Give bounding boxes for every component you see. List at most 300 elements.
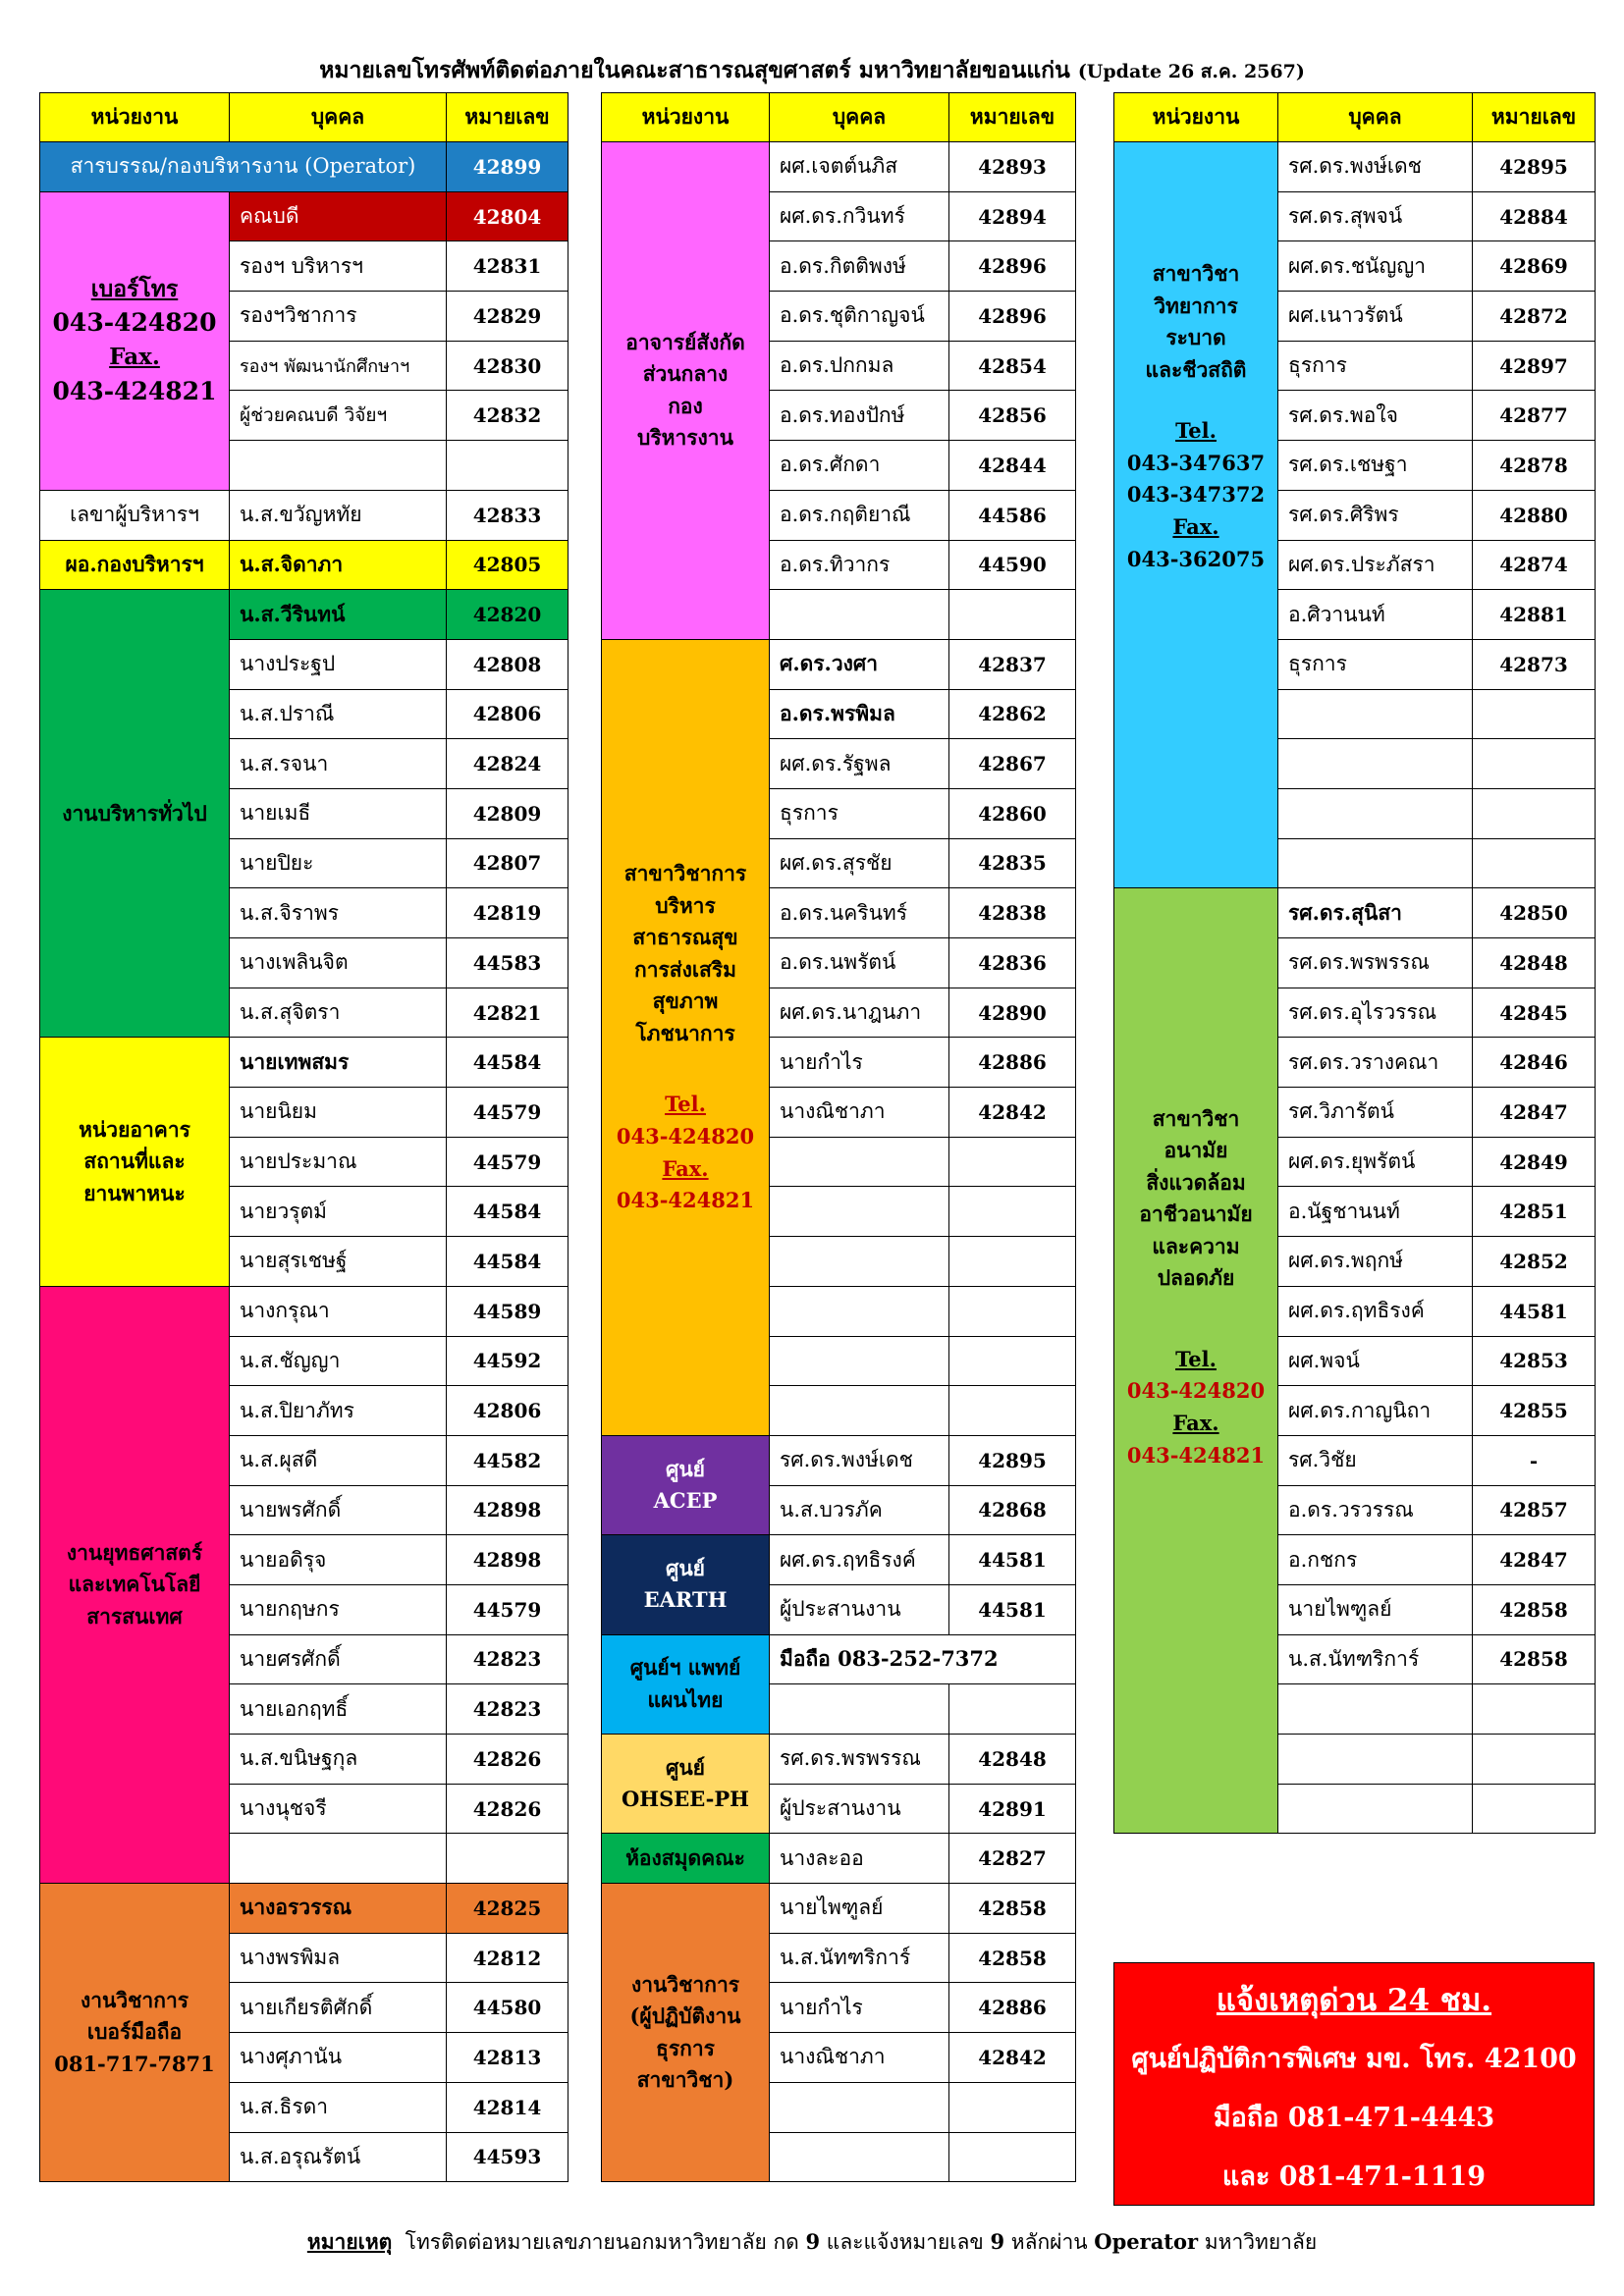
acad-staff-unit: งานวิชาการ (ผู้ปฏิบัติงาน ธุรการ สาขาวิชา)	[602, 1884, 770, 2182]
number-cell: 42823	[447, 1634, 568, 1684]
number-cell: 42842	[949, 1088, 1076, 1138]
note-text-d: มหาวิทยาลัย	[1198, 2230, 1318, 2254]
earth-unit: ศูนย์ EARTH	[602, 1535, 770, 1634]
number-cell: 42845	[1473, 988, 1596, 1038]
header-unit: หน่วยงาน	[1114, 93, 1278, 142]
number-cell: 42862	[949, 689, 1076, 739]
person-cell	[770, 2082, 949, 2132]
person-cell: ผศ.ดร.ชนัญญา	[1278, 241, 1473, 292]
person-cell: นายไพฑูลย์	[770, 1884, 949, 1934]
number-cell: 42852	[1473, 1237, 1596, 1287]
person-cell: อ.ดร.นพรัตน์	[770, 938, 949, 988]
number-cell: 42869	[1473, 241, 1596, 292]
fax-label: Fax.	[109, 344, 160, 371]
number-cell: 44586	[949, 490, 1076, 540]
number-cell: 44593	[447, 2132, 568, 2182]
person-cell: ผศ.ดร.ฤทธิรงค์	[1278, 1286, 1473, 1336]
table-row	[40, 590, 568, 640]
person-cell: อ.ดร.กิตติพงษ์	[770, 241, 949, 292]
person-cell: รศ.ดร.ศิริพร	[1278, 490, 1473, 540]
person-cell: ศ.ดร.วงศา	[770, 639, 949, 689]
number-cell	[949, 1187, 1076, 1237]
person-cell: รศ.ดร.เชษฐา	[1278, 441, 1473, 491]
note-b1: 9	[805, 2229, 821, 2254]
number-cell: 42813	[447, 2033, 568, 2083]
number-cell: 44581	[949, 1584, 1076, 1634]
number-cell: 42830	[447, 341, 568, 391]
number-cell	[1473, 1684, 1596, 1735]
person-cell: ผศ.ดร.รัฐพล	[770, 739, 949, 789]
person-cell: นางเพลินจิต	[230, 938, 447, 988]
number-cell: 42886	[949, 1038, 1076, 1088]
person-cell: ผศ.พจน์	[1278, 1336, 1473, 1386]
number-cell: 44589	[447, 1286, 568, 1336]
person-cell: ธุรการ	[1278, 341, 1473, 391]
number-cell: 42854	[949, 341, 1076, 391]
person-cell	[1278, 1684, 1473, 1735]
number-cell: 42827	[949, 1834, 1076, 1884]
header-person: บุคคล	[230, 93, 447, 142]
person-cell: น.ส.ผุสดี	[230, 1435, 447, 1485]
number-cell: 42831	[447, 241, 568, 292]
person-cell	[770, 1386, 949, 1436]
number-cell: 42820	[447, 590, 568, 640]
number-cell: 42823	[447, 1684, 568, 1735]
number-cell	[447, 1834, 568, 1884]
number-cell	[1473, 788, 1596, 838]
person-cell: นางอรวรรณ	[230, 1884, 447, 1934]
person-cell: ธุรการ	[1278, 639, 1473, 689]
table-row	[1114, 888, 1596, 938]
note-text-a: โทรติดต่อหมายเลขภายนอกมหาวิทยาลัย กด	[405, 2230, 806, 2254]
person-cell: น.ส.ปิยาภัทร	[230, 1386, 447, 1436]
person-cell: รศ.ดร.อุไรวรรณ	[1278, 988, 1473, 1038]
number-cell	[1473, 689, 1596, 739]
table-row	[40, 1038, 568, 1088]
number-cell: 42884	[1473, 191, 1596, 241]
number-cell: 44590	[949, 540, 1076, 590]
person-cell: น.ส.นัทฑริการ์	[1278, 1634, 1473, 1684]
header-number: หมายเลข	[949, 93, 1076, 142]
number-cell: 42898	[447, 1485, 568, 1535]
number-cell: 42821	[447, 988, 568, 1038]
person-cell: ผศ.ดร.ยุพรัตน์	[1278, 1137, 1473, 1187]
number-cell: 42872	[1473, 292, 1596, 342]
number-cell: 42825	[447, 1884, 568, 1934]
person-cell	[770, 2132, 949, 2182]
person-cell	[230, 441, 447, 491]
table-row	[40, 142, 568, 192]
academic-unit: งานวิชาการ เบอร์มือถือ 081-717-7871	[40, 1884, 230, 2182]
number-cell: 44581	[949, 1535, 1076, 1585]
person-cell: นายปิยะ	[230, 838, 447, 888]
person-cell: รศ.ดร.พงษ์เดช	[1278, 142, 1473, 192]
person-cell: ผศ.ดร.พฤกษ์	[1278, 1237, 1473, 1287]
number-cell	[949, 590, 1076, 640]
person-cell: ผศ.ดร.ประภัสรา	[1278, 540, 1473, 590]
number-cell	[949, 1684, 1076, 1735]
number-cell: -	[1473, 1435, 1596, 1485]
person-cell: ผศ.เจตต์นภิส	[770, 142, 949, 192]
secretary-unit: เลขาผู้บริหารฯ	[40, 490, 230, 540]
table-row	[40, 191, 568, 241]
person-cell: อ.ดร.ศักดา	[770, 441, 949, 491]
person-cell: อ.กชกร	[1278, 1535, 1473, 1585]
person-cell: อ.ดร.ชุติกาญจน์	[770, 292, 949, 342]
admin-dept-unit: สาขาวิชาการ บริหาร สาธารณสุข การส่งเสริม สุขภาพ โภชนาการ Tel. 043-424820 Fax. 043-424821	[602, 639, 770, 1435]
number-cell: 42853	[1473, 1336, 1596, 1386]
central-unit: อาจารย์สังกัด ส่วนกลาง กอง บริหารงาน	[602, 142, 770, 640]
env-unit: สาขาวิชา อนามัย สิ่งแวดล้อม อาชีวอนามัย และความ ปลอดภัย Tel. 043-424820 Fax. 043-424821	[1114, 888, 1278, 1834]
person-cell: ผศ.ดร.นาฎนภา	[770, 988, 949, 1038]
person-cell	[230, 1834, 447, 1884]
note-label: หมายเหตุ	[306, 2229, 393, 2254]
table-row	[602, 1535, 1076, 1585]
number-cell: 42808	[447, 639, 568, 689]
emergency-box	[1113, 1962, 1595, 2206]
person-cell	[770, 1684, 949, 1735]
number-cell: 42850	[1473, 888, 1596, 938]
number-cell: 42858	[949, 1884, 1076, 1934]
operator-number: 42899	[447, 142, 568, 192]
person-cell	[770, 1237, 949, 1287]
person-cell: อ.ดร.นครินทร์	[770, 888, 949, 938]
number-cell: 42804	[447, 191, 568, 241]
person-cell: นางณิชาภา	[770, 2033, 949, 2083]
person-cell: น.ส.ธิรดา	[230, 2082, 447, 2132]
number-cell: 42851	[1473, 1187, 1596, 1237]
person-cell: นายสุรเชษฐ์	[230, 1237, 447, 1287]
number-cell: 42805	[447, 540, 568, 590]
table-row	[602, 639, 1076, 689]
person-cell	[770, 590, 949, 640]
person-cell: ผู้ประสานงาน	[770, 1784, 949, 1834]
header-row	[1114, 93, 1596, 142]
number-cell: 42824	[447, 739, 568, 789]
person-cell: นายกฤษกร	[230, 1584, 447, 1634]
table-row	[602, 1834, 1076, 1884]
number-cell: 42895	[1473, 142, 1596, 192]
note-b2: 9	[990, 2229, 1005, 2254]
number-cell: 42838	[949, 888, 1076, 938]
person-cell: ผู้ประสานงาน	[770, 1584, 949, 1634]
number-cell: 42873	[1473, 639, 1596, 689]
number-cell: 42880	[1473, 490, 1596, 540]
main-phone: 043-424820	[52, 308, 217, 337]
director-unit: ผอ.กองบริหารฯ	[40, 540, 230, 590]
number-cell: 42849	[1473, 1137, 1596, 1187]
person-cell: รศ.ดร.พงษ์เดช	[770, 1435, 949, 1485]
table-row	[40, 1884, 568, 1934]
number-cell: 42890	[949, 988, 1076, 1038]
person-cell: อ.ดร.ทิวากร	[770, 540, 949, 590]
header-number: หมายเลข	[447, 93, 568, 142]
person-cell: นายกำไร	[770, 1038, 949, 1088]
person-cell: ผศ.ดร.กาญนิถา	[1278, 1386, 1473, 1436]
number-cell: 42826	[447, 1735, 568, 1785]
number-cell: 42807	[447, 838, 568, 888]
footer-note	[0, 2226, 1624, 2259]
number-cell: 42856	[949, 391, 1076, 441]
number-cell	[949, 1386, 1076, 1436]
person-cell: รองฯ บริหารฯ	[230, 241, 447, 292]
number-cell	[949, 1237, 1076, 1287]
epi-unit: สาขาวิชา วิทยาการ ระบาด และชีวสถิติ Tel. 043-347637 043-347372 Fax. 043-362075	[1114, 142, 1278, 888]
person-cell: น.ส.นัทฑริการ์	[770, 1933, 949, 1983]
number-cell: 42847	[1473, 1535, 1596, 1585]
number-cell: 42898	[447, 1535, 568, 1585]
table-col2	[601, 92, 1076, 2182]
number-cell: 42896	[949, 292, 1076, 342]
operator-label: สารบรรณ/กองบริหารงาน (Operator)	[40, 142, 447, 192]
note-text-b: และแจ้งหมายเลข	[820, 2230, 991, 2254]
number-cell	[447, 441, 568, 491]
person-cell: อ.นัฐชานนท์	[1278, 1187, 1473, 1237]
person-cell	[1278, 689, 1473, 739]
number-cell: 42858	[1473, 1634, 1596, 1684]
table-row	[602, 142, 1076, 192]
person-cell: นางละออ	[770, 1834, 949, 1884]
number-cell: 42819	[447, 888, 568, 938]
main-fax: 043-424821	[52, 376, 217, 405]
number-cell: 42894	[949, 191, 1076, 241]
number-cell: 42891	[949, 1784, 1076, 1834]
person-cell: รองฯ พัฒนานักศึกษาฯ	[230, 341, 447, 391]
number-cell	[1473, 838, 1596, 888]
person-cell	[770, 1187, 949, 1237]
table-row	[602, 1634, 1076, 1684]
person-cell	[1278, 838, 1473, 888]
person-cell: นายอดิรุจ	[230, 1535, 447, 1585]
person-cell: คณบดี	[230, 191, 447, 241]
number-cell: 44584	[447, 1237, 568, 1287]
number-cell	[949, 1137, 1076, 1187]
person-cell: รองฯวิชาการ	[230, 292, 447, 342]
number-cell: 42878	[1473, 441, 1596, 491]
page-title: หมายเลขโทรศัพท์ติดต่อภายในคณะสาธารณสุขศาสตร์ มหาวิทยาลัยขอนแก่น (Update 26 ส.ค. 2567)	[319, 57, 1305, 83]
emergency-title: แจ้งเหตุด่วน 24 ชม.	[1216, 1983, 1492, 2018]
person-cell: ผศ.ดร.กวินทร์	[770, 191, 949, 241]
number-cell: 42836	[949, 938, 1076, 988]
person-cell: อ.ดร.พรพิมล	[770, 689, 949, 739]
number-cell	[949, 1336, 1076, 1386]
person-cell: รศ.ดร.สุพจน์	[1278, 191, 1473, 241]
person-cell: รศ.ดร.วรางคณา	[1278, 1038, 1473, 1088]
number-cell: 44592	[447, 1336, 568, 1386]
number-cell: 42897	[1473, 341, 1596, 391]
number-cell: 42846	[1473, 1038, 1596, 1088]
number-cell: 42833	[447, 490, 568, 540]
person-cell: อ.ศิวานนท์	[1278, 590, 1473, 640]
person-cell: นายกำไร	[770, 1983, 949, 2033]
number-cell: 42826	[447, 1784, 568, 1834]
person-cell: รศ.วิภารัตน์	[1278, 1088, 1473, 1138]
header-row	[40, 93, 568, 142]
person-cell: นางกรุณา	[230, 1286, 447, 1336]
person-cell: อ.ดร.วรวรรณ	[1278, 1485, 1473, 1535]
table-row	[1114, 142, 1596, 192]
general-unit: งานบริหารทั่วไป	[40, 590, 230, 1038]
person-cell: น.ส.ขวัญหทัย	[230, 490, 447, 540]
acep-unit: ศูนย์ ACEP	[602, 1435, 770, 1534]
person-cell: นายเกียรติศักดิ์	[230, 1983, 447, 2033]
number-cell: 44583	[447, 938, 568, 988]
person-cell: น.ส.อรุณรัตน์	[230, 2132, 447, 2182]
number-cell: 42832	[447, 391, 568, 441]
number-cell: 44581	[1473, 1286, 1596, 1336]
person-cell	[1278, 788, 1473, 838]
number-cell: 42858	[1473, 1584, 1596, 1634]
person-cell: นายศรศักดิ์	[230, 1634, 447, 1684]
update-date: (Update 26 ส.ค. 2567)	[1077, 61, 1305, 82]
person-cell	[1278, 739, 1473, 789]
emergency-line3: และ 081-471-1119	[1221, 2162, 1487, 2192]
header-unit: หน่วยงาน	[40, 93, 230, 142]
person-cell: น.ส.รจนา	[230, 739, 447, 789]
number-cell: 42877	[1473, 391, 1596, 441]
header-person: บุคคล	[770, 93, 949, 142]
number-cell: 42829	[447, 292, 568, 342]
header-person: บุคคล	[1278, 93, 1473, 142]
number-cell	[1473, 1784, 1596, 1834]
number-cell	[1473, 739, 1596, 789]
table-col1	[39, 92, 568, 2182]
number-cell: 42842	[949, 2033, 1076, 2083]
number-cell	[949, 2132, 1076, 2182]
number-cell: 42844	[949, 441, 1076, 491]
person-cell: นายเอกฤทธิ์	[230, 1684, 447, 1735]
person-cell: รศ.วิชัย	[1278, 1435, 1473, 1485]
number-cell: 42835	[949, 838, 1076, 888]
number-cell: 42893	[949, 142, 1076, 192]
phone-block	[40, 191, 230, 490]
thai-med-unit: ศูนย์ฯ แพทย์ แผนไทย	[602, 1634, 770, 1734]
number-cell: 42848	[949, 1735, 1076, 1785]
number-cell: 42837	[949, 639, 1076, 689]
person-cell: น.ส.ขนิษฐกุล	[230, 1735, 447, 1785]
note-b3: Operator	[1094, 2229, 1199, 2254]
person-cell: นางนุชจรี	[230, 1784, 447, 1834]
number-cell: 42812	[447, 1933, 568, 1983]
thai-med-mobile: มือถือ 083-252-7372	[770, 1634, 1076, 1684]
header-number: หมายเลข	[1473, 93, 1596, 142]
person-cell: นางศุภานัน	[230, 2033, 447, 2083]
number-cell: 42881	[1473, 590, 1596, 640]
emergency-line2: มือถือ 081-471-4443	[1213, 2103, 1495, 2133]
person-cell	[770, 1137, 949, 1187]
person-cell	[770, 1286, 949, 1336]
number-cell	[1473, 1735, 1596, 1785]
table-row	[602, 1735, 1076, 1785]
person-cell: อ.ดร.ทองปักษ์	[770, 391, 949, 441]
number-cell: 42806	[447, 689, 568, 739]
person-cell: รศ.ดร.พอใจ	[1278, 391, 1473, 441]
number-cell: 42896	[949, 241, 1076, 292]
person-cell: น.ส.บวรภัค	[770, 1485, 949, 1535]
person-cell: นายไพฑูลย์	[1278, 1584, 1473, 1634]
person-cell: นายนิยม	[230, 1088, 447, 1138]
number-cell	[949, 1286, 1076, 1336]
person-cell: น.ส.ชัญญา	[230, 1336, 447, 1386]
person-cell: ผู้ช่วยคณบดี วิจัยฯ	[230, 391, 447, 441]
note-text-c: หลักผ่าน	[1004, 2230, 1095, 2254]
number-cell: 44579	[447, 1088, 568, 1138]
table-row	[40, 490, 568, 540]
person-cell: น.ส.ปราณี	[230, 689, 447, 739]
ohsee-unit: ศูนย์ OHSEE-PH	[602, 1735, 770, 1834]
person-cell: นายวรุตม์	[230, 1187, 447, 1237]
person-cell: น.ส.สุจิตรา	[230, 988, 447, 1038]
number-cell: 42848	[1473, 938, 1596, 988]
person-cell: นางประฐป	[230, 639, 447, 689]
person-cell: ผศ.ดร.ฤทธิรงค์	[770, 1535, 949, 1585]
person-cell: นายเมธี	[230, 788, 447, 838]
phone-label: เบอร์โทร	[90, 275, 179, 302]
number-cell: 42814	[447, 2082, 568, 2132]
person-cell: รศ.ดร.พรพรรณ	[1278, 938, 1473, 988]
library-unit: ห้องสมุดคณะ	[602, 1834, 770, 1884]
person-cell: นายเทพสมร	[230, 1038, 447, 1088]
person-cell: ผศ.ดร.สุรชัย	[770, 838, 949, 888]
person-cell: น.ส.จิราพร	[230, 888, 447, 938]
person-cell: รศ.ดร.สุนิสา	[1278, 888, 1473, 938]
number-cell: 42867	[949, 739, 1076, 789]
number-cell	[949, 2082, 1076, 2132]
table-row	[602, 1435, 1076, 1485]
person-cell: อ.ดร.กฤติยาณี	[770, 490, 949, 540]
number-cell: 44579	[447, 1584, 568, 1634]
person-cell: อ.ดร.ปกกมล	[770, 341, 949, 391]
header-unit: หน่วยงาน	[602, 93, 770, 142]
person-cell: ธุรการ	[770, 788, 949, 838]
building-unit: หน่วยอาคาร สถานที่และ ยานพาหนะ	[40, 1038, 230, 1286]
number-cell: 42855	[1473, 1386, 1596, 1436]
emergency-line1: ศูนย์ปฏิบัติการพิเศษ มข. โทร. 42100	[1131, 2044, 1577, 2074]
number-cell: 42874	[1473, 540, 1596, 590]
number-cell: 44584	[447, 1038, 568, 1088]
table-row	[602, 1884, 1076, 1934]
table-col3	[1113, 92, 1596, 1834]
table-row	[40, 1286, 568, 1336]
person-cell: นายประมาณ	[230, 1137, 447, 1187]
number-cell: 42868	[949, 1485, 1076, 1535]
number-cell: 44580	[447, 1983, 568, 2033]
person-cell: ผศ.เนาวรัตน์	[1278, 292, 1473, 342]
number-cell: 42858	[949, 1933, 1076, 1983]
header-row	[602, 93, 1076, 142]
number-cell: 44582	[447, 1435, 568, 1485]
person-cell: น.ส.วีรินทน์	[230, 590, 447, 640]
table-row	[40, 540, 568, 590]
person-cell	[1278, 1735, 1473, 1785]
person-cell: นายพรศักดิ์	[230, 1485, 447, 1535]
person-cell	[770, 1336, 949, 1386]
number-cell: 44584	[447, 1187, 568, 1237]
person-cell: นางณิชาภา	[770, 1088, 949, 1138]
number-cell: 42806	[447, 1386, 568, 1436]
number-cell: 42886	[949, 1983, 1076, 2033]
number-cell: 42860	[949, 788, 1076, 838]
person-cell: น.ส.จิดาภา	[230, 540, 447, 590]
person-cell: รศ.ดร.พรพรรณ	[770, 1735, 949, 1785]
person-cell	[1278, 1784, 1473, 1834]
number-cell: 44579	[447, 1137, 568, 1187]
number-cell: 42895	[949, 1435, 1076, 1485]
strategy-unit: งานยุทธศาสตร์ และเทคโนโลยี สารสนเทศ	[40, 1286, 230, 1883]
number-cell: 42847	[1473, 1088, 1596, 1138]
number-cell: 42857	[1473, 1485, 1596, 1535]
person-cell: นางพรพิมล	[230, 1933, 447, 1983]
